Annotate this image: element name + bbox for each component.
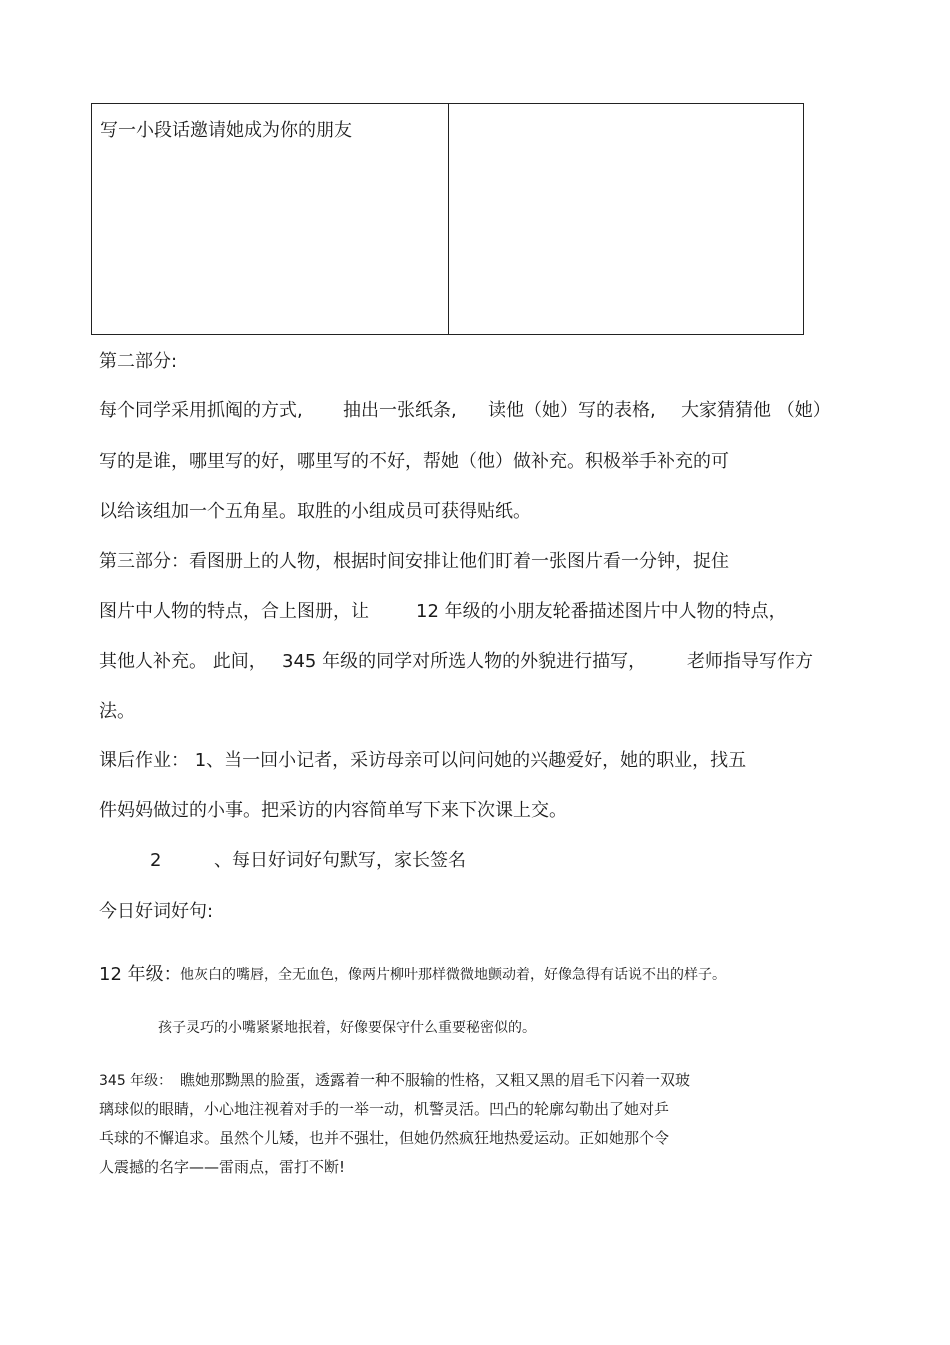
table-cell-left: 写一小段话邀请她成为你的朋友 [100,120,352,141]
part3-line2-b: 12 年级的小朋友轮番描述图片中人物的特点， [416,601,787,622]
part3-line4: 法。 [99,701,135,722]
homework-item2-number: 2 [150,850,162,871]
grade345-line-3: 乓球的不懈追求。虽然个儿矮，也并不强壮，但她仍然疯狂地热爱运动。正如她那个令 [99,1129,670,1147]
part3-line3-c: 老师指导写作方 [687,651,813,672]
grade12-sentence-2: 孩子灵巧的小嘴紧紧地抿着，好像要保守什么重要秘密似的。 [158,1020,536,1036]
part2-line1-d: 大家猜猜他 （她） [681,400,831,421]
homework-item2-text: 、每日好词好句默写，家长签名 [214,850,466,871]
part2-line1-a: 每个同学采用抓阄的方式, [99,400,303,421]
part3-line1: 第三部分：看图册上的人物，根据时间安排让他们盯着一张图片看一分钟，捉住 [99,551,729,572]
part2-line1-c: 读他（她）写的表格, [488,400,656,421]
grade345-label: 345 年级： [99,1073,173,1089]
invite-table [91,103,804,335]
part2-heading: 第二部分: [99,351,178,372]
part2-line2: 写的是谁，哪里写的好，哪里写的不好，帮她（他）做补充。积极举手补充的可 [99,451,729,472]
homework-line2: 件妈妈做过的小事。把采访的内容简单写下来下次课上交。 [99,800,567,821]
part2-line3: 以给该组加一个五角星。取胜的小组成员可获得贴纸。 [99,501,531,522]
table-divider [448,104,449,334]
grade12-sentence-1: 他灰白的嘴唇，全无血色，像两片柳叶那样微微地颤动着，好像急得有话说不出的样子。 [180,967,726,983]
phrases-heading: 今日好词好句: [99,901,214,922]
part2-line1-b: 抽出一张纸条, [343,400,457,421]
part3-line2-a: 图片中人物的特点，合上图册，让 [99,601,369,622]
grade345-line-4: 人震撼的名字——雷雨点，雷打不断! [99,1158,346,1176]
part3-line3-b: 345 年级的同学对所选人物的外貌进行描写， [282,651,647,672]
grade12-label: 12 年级： [99,964,182,985]
part3-line3-a: 其他人补充。 此间， [99,651,267,672]
grade345-line-1: 瞧她那黝黑的脸蛋，透露着一种不服输的性格，又粗又黑的眉毛下闪着一双玻 [180,1071,691,1089]
grade345-line-2: 璃球似的眼睛，小心地注视着对手的一举一动，机警灵活。凹凸的轮廓勾勒出了她对乒 [99,1100,670,1118]
homework-line1: 课后作业： 1、当一回小记者，采访母亲可以问问她的兴趣爱好，她的职业，找五 [99,750,747,771]
